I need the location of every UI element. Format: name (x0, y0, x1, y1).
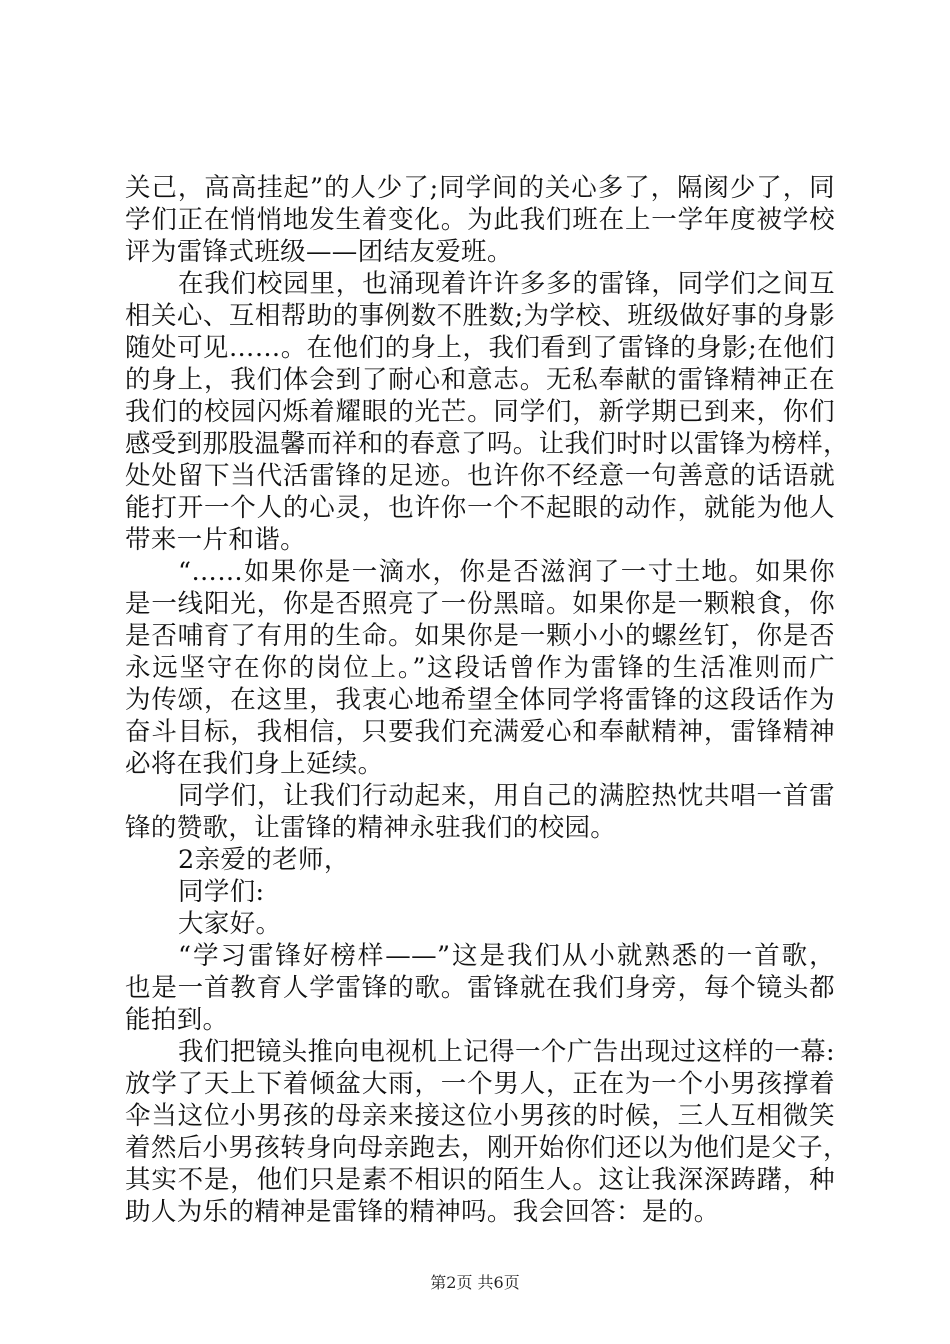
text-line: 为传颂，在这里，我衷心地希望全体同学将雷锋的这段话作为 (125, 685, 835, 715)
text-line: 我们的校园闪烁着耀眼的光芒。同学们，新学期已到来，你们 (125, 397, 835, 427)
text-line: 奋斗目标，我相信，只要我们充满爱心和奉献精神，雷锋精神 (125, 717, 835, 747)
paragraph-start-line: 在我们校园里，也涌现着许许多多的雷锋，同学们之间互 (178, 269, 835, 299)
text-line: 永远坚守在你的岗位上。”这段话曾作为雷锋的生活准则而广 (125, 653, 835, 683)
text-line: 学们正在悄悄地发生着变化。为此我们班在上一学年度被学校 (125, 205, 835, 235)
paragraph-start-line: “……如果你是一滴水，你是否滋润了一寸土地。如果你 (178, 557, 835, 587)
greeting-line: 大家好。 (178, 909, 282, 939)
text-line: 锋的赞歌，让雷锋的精神永驻我们的校园。 (125, 813, 617, 843)
text-line: 也是一首教育人学雷锋的歌。雷锋就在我们身旁，每个镜头都 (125, 973, 835, 1003)
text-line: 关己，高高挂起”的人少了;同学间的关心多了，隔阂少了，同 (125, 173, 835, 203)
text-line: 其实不是，他们只是素不相识的陌生人。这让我深深踌躇，种 (125, 1165, 835, 1195)
text-line: 必将在我们身上延续。 (125, 749, 384, 779)
text-line: 伞当这位小男孩的母亲来接这位小男孩的时候，三人互相微笑 (125, 1101, 835, 1131)
paragraph-start-line: “学习雷锋好榜样——”这是我们从小就熟悉的一首歌， (178, 941, 835, 971)
text-line: 处处留下当代活雷锋的足迹。也许你不经意一句善意的话语就 (125, 461, 835, 491)
text-line: 相关心、互相帮助的事例数不胜数;为学校、班级做好事的身影 (125, 301, 835, 331)
text-line: 能拍到。 (125, 1005, 229, 1035)
salutation-line: 2亲爱的老师， (178, 845, 350, 875)
text-line: 着然后小男孩转身向母亲跑去，刚开始你们还以为他们是父子， (125, 1133, 849, 1163)
text-line: 助人为乐的精神是雷锋的精神吗。我会回答：是的。 (125, 1197, 720, 1227)
text-line: 是一线阳光，你是否照亮了一份黑暗。如果你是一颗粮食，你 (125, 589, 835, 619)
text-line: 带来一片和谐。 (125, 525, 306, 555)
paragraph-start-line: 我们把镜头推向电视机上记得一个广告出现过这样的一幕: (178, 1037, 835, 1067)
text-line: 随处可见……。在他们的身上，我们看到了雷锋的身影;在他们 (125, 333, 835, 363)
text-line: 能打开一个人的心灵，也许你一个不起眼的动作，就能为他人 (125, 493, 835, 523)
text-line: 的身上，我们体会到了耐心和意志。无私奉献的雷锋精神正在 (125, 365, 835, 395)
page-number-footer: 第2页 共6页 (430, 1273, 520, 1292)
text-line: 是否哺育了有用的生命。如果你是一颗小小的螺丝钉，你是否 (125, 621, 835, 651)
text-line: 评为雷锋式班级——团结友爱班。 (125, 237, 513, 267)
paragraph-start-line: 同学们，让我们行动起来，用自己的满腔热忱共唱一首雷 (178, 781, 835, 811)
salutation-line: 同学们: (178, 877, 265, 907)
text-line: 放学了天上下着倾盆大雨，一个男人，正在为一个小男孩撑着 (125, 1069, 835, 1099)
text-line: 感受到那股温馨而祥和的春意了吗。让我们时时以雷锋为榜样， (125, 429, 849, 459)
